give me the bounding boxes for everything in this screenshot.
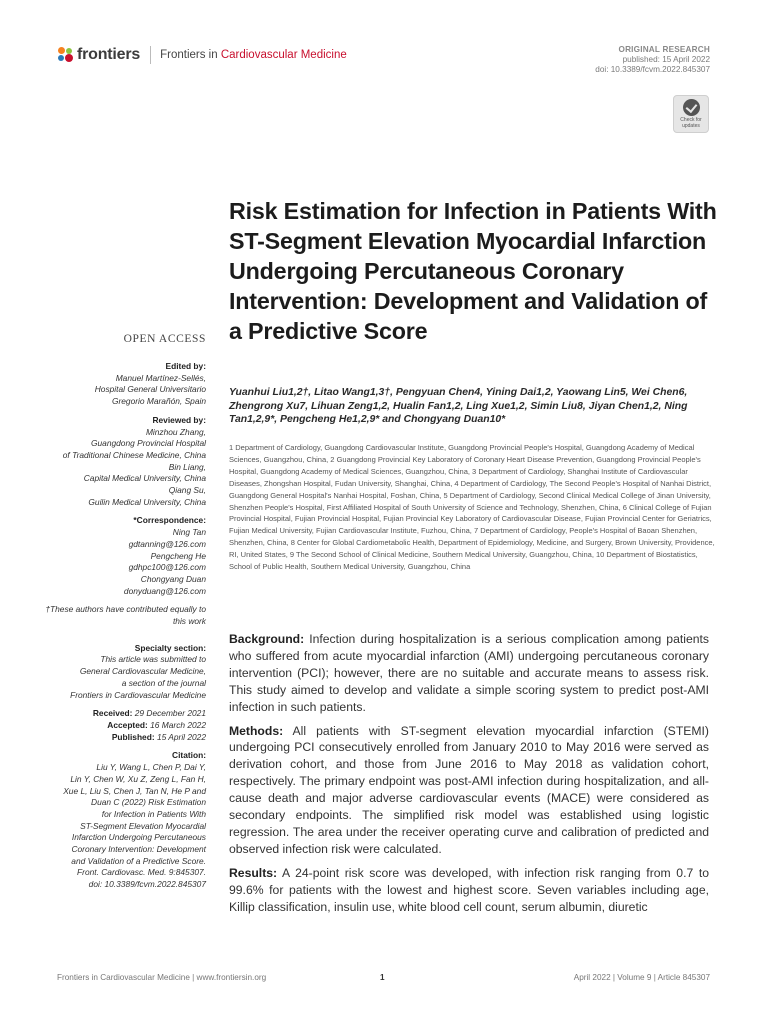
background-label: Background: (229, 632, 305, 646)
received-date (44, 708, 206, 720)
citation-line: Infarction Undergoing Percutaneous (71, 832, 206, 843)
reviewer-line: Guangdong Provincial Hospital (91, 438, 206, 449)
reviewed-by (44, 415, 206, 509)
citation-line: Xue L, Liu S, Chen J, Tan N, He P and (63, 785, 206, 796)
correspondence (44, 515, 206, 597)
specialty-line: Frontiers in Cardiovascular Medicine (70, 689, 206, 700)
reviewed-by-label: Reviewed by: (152, 414, 206, 425)
journal-highlight: Cardiovascular Medicine (220, 49, 347, 61)
correspondent-email[interactable]: gdtanning@126.com (128, 538, 206, 549)
citation-line: ST-Segment Elevation Myocardial (80, 820, 206, 831)
editor-line: Manuel Martínez-Sellés, (115, 372, 206, 383)
frontiers-logo[interactable] (57, 46, 347, 64)
specialty-section (44, 643, 206, 702)
accepted-label: Accepted: (107, 719, 148, 730)
page-number: 1 (380, 973, 385, 982)
citation-line: for Infection in Patients With (101, 808, 206, 819)
reviewer-line: Bin Liang, (168, 461, 206, 472)
citation-line: Coronary Intervention: Development (71, 844, 206, 855)
article-title: Risk Estimation for Infection in Patients With ST-Segment Elevation Myocardial Infarction Undergoing Percutaneous Coronary Intervention: Development and Validation of a Predictive Score (229, 198, 717, 344)
accepted-value: 16 March 2022 (150, 719, 206, 730)
specialty-label: Specialty section: (134, 642, 206, 653)
specialty-line: This article was submitted to (100, 654, 206, 665)
citation (44, 750, 206, 890)
author-list: Yuanhui Liu1,2†, Litao Wang1,3†, Pengyuan Chen4, Yining Dai1,2, Yaowang Lin5, Wei Chen6, Zhengrong Xu7, Lihuan Zeng1,2, Hualin Fan1,2, Ling Xue1,2, Simin Liu8, Jiyan Chen1,2, Ning Tan1,2,9*, Pengcheng He1,2,9* and Chongyang Duan10* (229, 387, 688, 425)
footer-issue: April 2022 | Volume 9 | Article 845307 (573, 973, 710, 982)
results-text: A 24-point risk score was developed, with infection risk ranging from 0.7 to 99.6% for patients with the lowest and highest score. Seven variables including age, Killip classification, insulin use, white blood cell count, serum albumin, diuretic (229, 865, 709, 914)
citation-label: Citation: (172, 750, 206, 761)
reviewer-line: Guilin Medical University, China (88, 496, 206, 507)
citation-line: Liu Y, Wang L, Chen P, Dai Y, (96, 762, 206, 773)
correspondent-name: Pengcheng He (150, 550, 206, 561)
footer-journal[interactable]: Frontiers in Cardiovascular Medicine | www.frontiersin.org (57, 973, 267, 982)
article-sidebar (44, 361, 206, 898)
reviewer-line: Qiang Su, (168, 485, 206, 496)
abstract-background (229, 631, 709, 716)
equal-contribution-note: †These authors have contributed equally to this work (45, 604, 206, 627)
received-value: 29 December 2021 (134, 708, 206, 719)
correspondence-label: *Correspondence: (133, 515, 206, 526)
edited-by-label: Edited by: (165, 361, 206, 371)
frontiers-logo-icon (57, 46, 75, 64)
background-text: Infection during hospitalization is a serious complication among patients who suffered from acute myocardial infarction (AMI) undergoing percutaneous coronary intervention (PCI); however, there are no suitable and accurate means to assess risk. This study aimed to develop and validate a simple scoring system to predict post-AMI infection in such patients. (229, 632, 709, 714)
methods-text: All patients with ST-segment elevation myocardial infarction (STEMI) undergoing PCI consecutively enrolled from January 2010 to May 2016 were served as derivation cohort, and those from June 2016 to May 2018 as validation cohort, respectively. The primary endpoint was post-AMI infection during hospitalization, and all-cause death and major adverse cardiovascular events (MACE) were considered as secondary endpoints. The simplified risk model was established using logistic regression. The area under the receiver operating curve and calibration of predicted and observed infection risk were calculated. (229, 723, 709, 856)
abstract (229, 631, 709, 923)
specialty-line: a section of the journal (121, 677, 206, 688)
editor-line: Hospital General Universitario (94, 384, 206, 395)
check-icon (683, 99, 700, 116)
edited-by (44, 361, 206, 408)
reviewer-line: of Traditional Chinese Medicine, China (62, 449, 206, 460)
correspondent-email[interactable]: donyduang@126.com (123, 585, 206, 596)
accepted-date (44, 720, 206, 732)
article-dates (44, 708, 206, 743)
article-type: ORIGINAL RESEARCH (618, 45, 710, 54)
specialty-line: General Cardiovascular Medicine, (79, 666, 206, 677)
reviewer-line: Capital Medical University, China (83, 473, 206, 484)
editor-line: Gregorio Marañón, Spain (111, 396, 206, 407)
check-for-updates-badge[interactable] (673, 95, 709, 133)
journal-name[interactable] (160, 49, 347, 61)
citation-line: and Validation of a Predictive Score. (71, 855, 206, 866)
abstract-methods (229, 723, 709, 858)
badge-text: Check for updates (680, 117, 702, 129)
citation-doi[interactable]: doi: 10.3389/fcvm.2022.845307 (88, 879, 206, 890)
affiliations: 1 Department of Cardiology, Guangdong Cardiovascular Institute, Guangdong Provincial People's Hospital, Guangdong Academy of Medical Sciences, Guangzhou, China, 2 Guangdong Provincial Key Laboratory of Coronary Heart Disease Prevention, Guangdong Provincial People's Hospital, Guangdong Academy of Medical Sciences, Guangzhou, China, 3 Department of Cardiology, Shanghai Institute of Cardiovascular Diseases, Zhongshan Hospital, Fudan University, Shanghai, China, 4 Department of Cardiology, The Second People's Hospital of Nanhai District, Guangdong General Hospital's Nanhai Hospital, Foshan, China, 5 Department of Cardiology, Second Clinical Medical College of Jinan University, Shenzhen People's Hospital, First Affiliated Hospital of South University of Science and Technology, Shenzhen, China, 6 Clinical College of Fujian Provincial Hospital, Fujian Provincial Hospital, Fujian Provincial Key Laboratory of Cardiovascular Disease, Fujian Provincial Center for Geriatrics, Fujian Medical University, Fujian Cardiovascular Institute, Fuzhou, China, 7 Department of Cardiology, People's Hospital of Baoan Shenzhen, Shenzhen, China, 8 Center for Global Cardiometabolic Health, Department of Epidemiology, Medicine, and Surgery, Brown University, Providence, RI, United States, 9 The Second School of Clinical Medicine, Southern Medical University, Guangzhou, China, 10 Department of Biostatistics, School of Public Health, Southern Medical University, Guangzhou, China (229, 443, 715, 572)
citation-line: Lin Y, Chen W, Xu Z, Zeng L, Fan H, (70, 773, 206, 784)
article-meta (595, 45, 710, 75)
citation-line: Front. Cardiovasc. Med. 9:845307. (77, 867, 206, 878)
abstract-results (229, 865, 709, 916)
methods-label: Methods: (229, 723, 284, 738)
correspondent-name: Chongyang Duan (140, 573, 206, 584)
open-access-label: OPEN ACCESS (123, 333, 206, 345)
citation-line: Duan C (2022) Risk Estimation (91, 797, 206, 808)
results-label: Results: (229, 865, 278, 880)
published-value: 15 April 2022 (156, 731, 206, 742)
correspondent-name: Ning Tan (172, 527, 206, 538)
journal-prefix: Frontiers in (160, 49, 221, 61)
published-date: published: 15 April 2022 (622, 55, 710, 64)
reviewer-line: Minzhou Zhang, (145, 426, 206, 437)
published-date-side (44, 732, 206, 744)
brand-name: frontiers (77, 46, 141, 63)
received-label: Received: (92, 708, 133, 719)
header-divider (150, 46, 151, 64)
published-label: Published: (111, 731, 155, 742)
article-doi[interactable]: doi: 10.3389/fcvm.2022.845307 (595, 65, 710, 74)
correspondent-email[interactable]: gdhpc100@126.com (128, 562, 206, 573)
